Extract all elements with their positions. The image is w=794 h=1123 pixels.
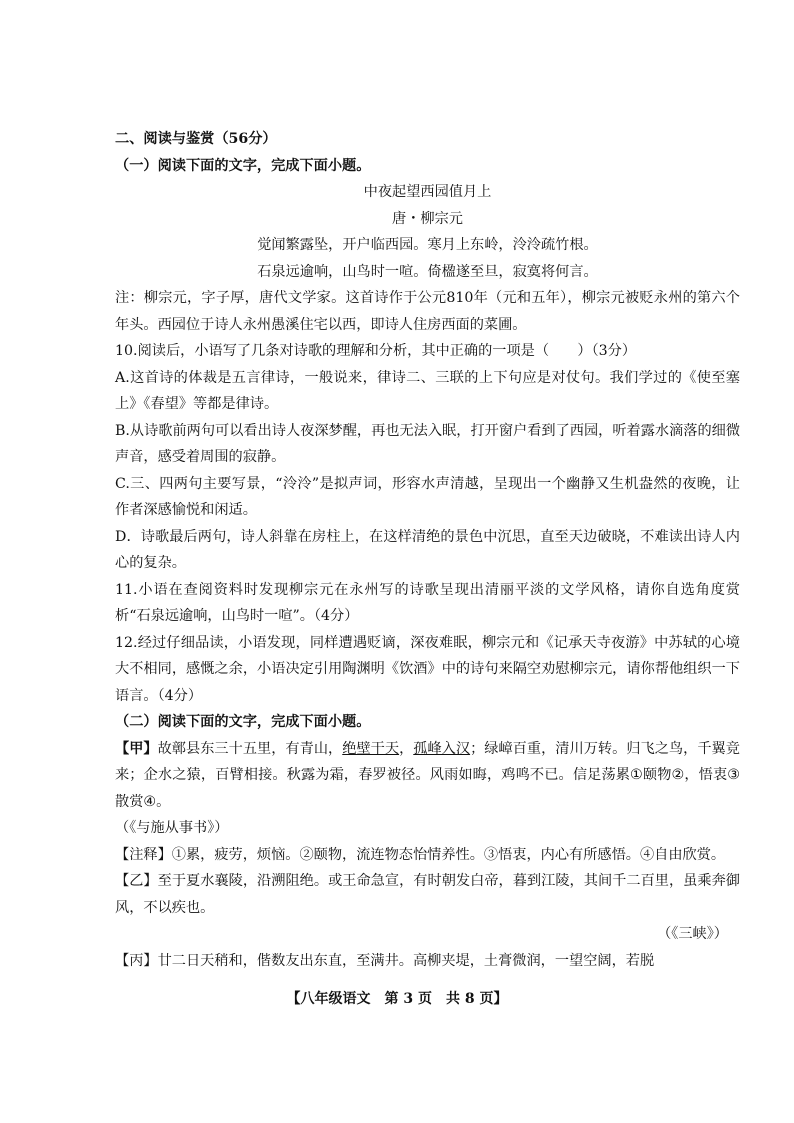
part2-title: （二）阅读下面的文字，完成下面小题。 (115, 714, 371, 730)
passage-jia-comma: ， (399, 740, 414, 757)
question-12: 12.经过仔细品读，小语发现，同样遭遇贬谪，深夜难眠，柳宗元和《记承天寺夜游》中苏轼的心境大不相同，感慨之余，小语决定引用陶渊明《饮酒》中的诗句来隔空劝慰柳宗元，请你帮他组织一下语言。（4分） (115, 634, 740, 704)
passage-yi: 【乙】至于夏水襄陵，沿溯阻绝。或王命急宣，有时朝发白帝，暮到江陵，其间千二百里，虽乘奔御风，不以疾也。 (115, 873, 740, 916)
poem-title: 中夜起望西园值月上 (363, 184, 492, 200)
passage-jia-notes: 【注释】①累，疲劳，烦恼。②颐物，流连物态怡情养性。③悟衷，内心有所感悟。④自由欣赏。 (115, 846, 726, 863)
passage-jia-text-before: 故鄣县东三十五里，有青山， (157, 740, 343, 757)
poem-author: 唐・柳宗元 (392, 210, 463, 227)
poem-line-2: 石泉远逾响，山鸟时一喧。倚楹遂至旦，寂寞将何言。 (257, 263, 598, 280)
question-10-option-c: C.三、四两句主要写景，“泠泠”是拟声词，形容水声清越，呈现出一个幽静又生机盎然的夜晚，让作者深感愉悦和闲适。 (115, 475, 740, 518)
passage-jia-source: （《与施从事书》） (115, 820, 229, 836)
passage-yi-source: （《三峡》） (657, 926, 728, 942)
passage-jia-text-after: ；绿嶂百重，清川万转。归飞之鸟，千翼竞来；企水之猿，百臂相接。秋露为霜，春罗被径。风雨如晦，鸡鸣不已。信足荡累①颐物②，悟衷③散赏④。 (115, 740, 740, 810)
passage-jia-label: 【甲】 (115, 740, 158, 757)
poem-note: 注：柳宗元，字子厚，唐代文学家。这首诗作于公元810年（元和五年），柳宗元被贬永州的第六个年头。西园位于诗人永州愚溪住宅以西，即诗人住房西面的菜圃。 (115, 290, 740, 333)
page-content (115, 126, 740, 974)
question-10-option-b: B.从诗歌前两句可以看出诗人夜深梦醒，再也无法入眠，打开窗户看到了西园，听着露水滴落的细微声音，感受着周围的寂静。 (115, 422, 741, 465)
question-10-stem: 10.阅读后，小语写了几条对诗歌的理解和分析，其中正确的一项是（ ）（3分） (115, 343, 637, 359)
page-footer: 【八年级语文 第 3 页 共 8 页】 (286, 991, 508, 1007)
question-11: 11.小语在查阅资料时发现柳宗元在永州写的诗歌呈现出清丽平淡的文学风格，请你自选角度赏析“石泉远逾响，山鸟时一喧”。（4分） (115, 581, 740, 624)
passage-jia (115, 736, 740, 816)
passage-jia-underline-2: 孤峰入汉 (413, 740, 471, 757)
passage-bing: 【丙】廿二日天稍和，偕数友出东直，至满井。高柳夹堤，土膏微润，一望空阔，若脱 (115, 952, 655, 969)
part1-title: （一）阅读下面的文字，完成下面小题。 (115, 157, 371, 174)
poem-line-1: 觉闻繁露坠，开户临西园。寒月上东岭，泠泠疏竹根。 (257, 237, 598, 253)
question-10-option-a: A.这首诗的体裁是五言律诗，一般说来，律诗二、三联的上下句应是对仗句。我们学过的《使至塞上》《春望》等都是律诗。 (115, 369, 740, 412)
passage-jia-underline-1: 绝壁干天 (342, 740, 400, 757)
section-title: 二、阅读与鉴赏（56分） (115, 131, 277, 147)
question-10-option-d: D．诗歌最后两句，诗人斜靠在房柱上，在这样清绝的景色中沉思，直至天边破晓，不难读出诗人内心的复杂。 (115, 528, 740, 571)
